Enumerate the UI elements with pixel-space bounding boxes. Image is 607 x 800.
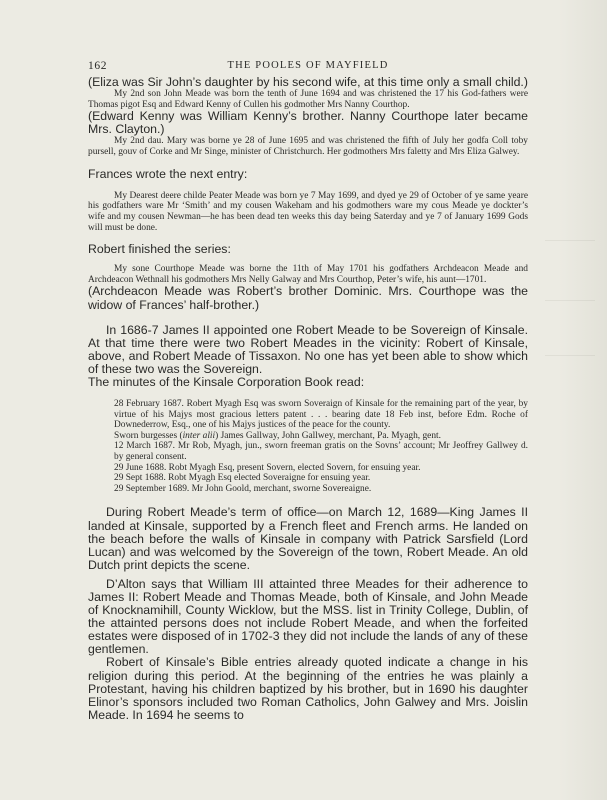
- quote-courthope-meade: My sone Courthope Meade was borne the 11th of May 1701 his godfathers Archdeacon Meade and Archdeacon Wethnall his godmothers Mrs Nelly Galway and Mrs Courthop, Peter’s wife, his aunt—1701.: [88, 264, 528, 285]
- paragraph-robert-intro: Robert finished the series:: [88, 242, 231, 257]
- minute-text: ) James Gallway, John Gallwey, merchant, Pa. Myagh, gent.: [215, 430, 441, 441]
- paragraph-james-landing: During Robert Meade’s term of office—on March 12, 1689—King James II landed at Kinsale, supported by a French fleet and French arms. He landed on the beach before the walls of Kinsale in company with Patrick Sarsfield (Lord Lucan) and was welcomed by the Sovereign of the town, Robert Meade. An old Dutch print depicts the scene.: [88, 505, 528, 572]
- paragraph-minutes-intro: The minutes of the Kinsale Corporation Book read:: [88, 374, 365, 389]
- paragraph-dalton-attainder: D’Alton says that William III attainted three Meades for their adherence to James II: Robert Meade and Thomas Meade, both of Kinsale, and John Meade of Knocknamihill, County Wicklow, but the MSS. list in Trinity College, Dublin, of the attainted persons does not include Robert Meade, and when the forfeited estates were disposed of in 1702-3 they did not include the lands of any of these gentlemen.: [88, 576, 528, 657]
- show-through-mark: [545, 355, 595, 356]
- minute-entry: 28 February 1687. Robert Myagh Esq was sworn Soveraign of Kinsale for the remaining part of the year, by virtue of his Majys most gracious letters patent . . . bearing date 18 Feb inst, before Edm. Roche of Downederrow, Esq., one of his Majys justices of the peace for the county.: [114, 399, 528, 431]
- minute-entry: 29 Sept 1688. Robt Myagh Esq elected Soveraigne for ensuing year.: [114, 473, 371, 484]
- minute-entry: 29 September 1689. Mr John Goold, merchant, sworne Sovereaigne.: [114, 483, 372, 494]
- minute-italic: inter alii: [182, 430, 216, 441]
- paragraph-edward-kenny-note: (Edward Kenny was William Kenny’s brother. Nanny Courthope later became Mrs. Clayton.): [88, 109, 528, 137]
- page-content: [88, 60, 528, 722]
- paragraph-archdeacon-note: (Archdeacon Meade was Robert’s brother Dominic. Mrs. Courthope was the widow of Frances’ half-brother.): [88, 284, 528, 312]
- running-header: [88, 60, 528, 76]
- paragraph-bible-entries: Robert of Kinsale’s Bible entries already quoted indicate a change in his religion during this period. At the beginning of the entries he was plainly a Protestant, having his children baptized by his brother, but in 1690 his daughter Elinor’s sponsors included two Roman Catholics, John Galwey and Mrs. Joislin Meade. In 1694 he seems to: [88, 655, 528, 722]
- corporation-minutes: [88, 399, 528, 494]
- running-title: THE POOLES OF MAYFIELD: [227, 60, 389, 71]
- minute-entry: 29 June 1688. Robt Myagh Esq, present Sovern, elected Sovern, for ensuing year.: [114, 462, 421, 473]
- minute-entry: 12 March 1687. Mr Rob, Myagh, jun., sworn freeman gratis on the Sovns’ account; Mr Jeoffrey Gallwey d. by general consent.: [114, 441, 528, 463]
- paragraph-eliza-note: (Eliza was Sir John’s daughter by his second wife, at this time only a small child.): [88, 75, 528, 89]
- quote-mary-birth: My 2nd dau. Mary was borne ye 28 of June 1695 and was christened the fifth of July her godfa Coll toby pursell, gouv of Corke and Mr Singe, minister of Christchurch. Her godmothers Mrs faletty and Mrs Eliza Galwey.: [88, 136, 528, 158]
- paragraph-frances-intro: Frances wrote the next entry:: [88, 166, 248, 181]
- paragraph-sovereign-of-kinsale: In 1686-7 James II appointed one Robert Meade to be Sovereign of Kinsale. At that time there were two Robert Meades in the vicinity: Robert of Kinsale, above, and Robert Meade of Tissaxon. No one has yet been able to show which of these two was the Sovereign.: [88, 322, 528, 376]
- quote-peater-meade: My Dearest deere childe Peater Meade was born ye 7 May 1699, and dyed ye 29 of October of ye same yeare his godfathers ware Mr ‘Smith’ and my cousen Wakeham and his godmothers ware my cous Meade ye dockter’s wife and my cousen Newman—he has been dead ten weeks this day being Saterday and ye 7 of January 1699 Gods will must be done.: [88, 190, 528, 233]
- show-through-mark: [545, 300, 595, 301]
- show-through-mark: [545, 240, 595, 241]
- minute-text: Sworn burgesses (: [114, 430, 183, 441]
- quote-john-meade-birth: My 2nd son John Meade was born the tenth of June 1694 and was christened the 17 his God-fathers were Thomas pigot Esq and Edward Kenny of Cullen his godmother Mrs Nanny Courthop.: [88, 89, 528, 110]
- minute-entry: [114, 431, 528, 442]
- facing-page-shadow: [559, 0, 607, 800]
- page-number: 162: [88, 60, 108, 72]
